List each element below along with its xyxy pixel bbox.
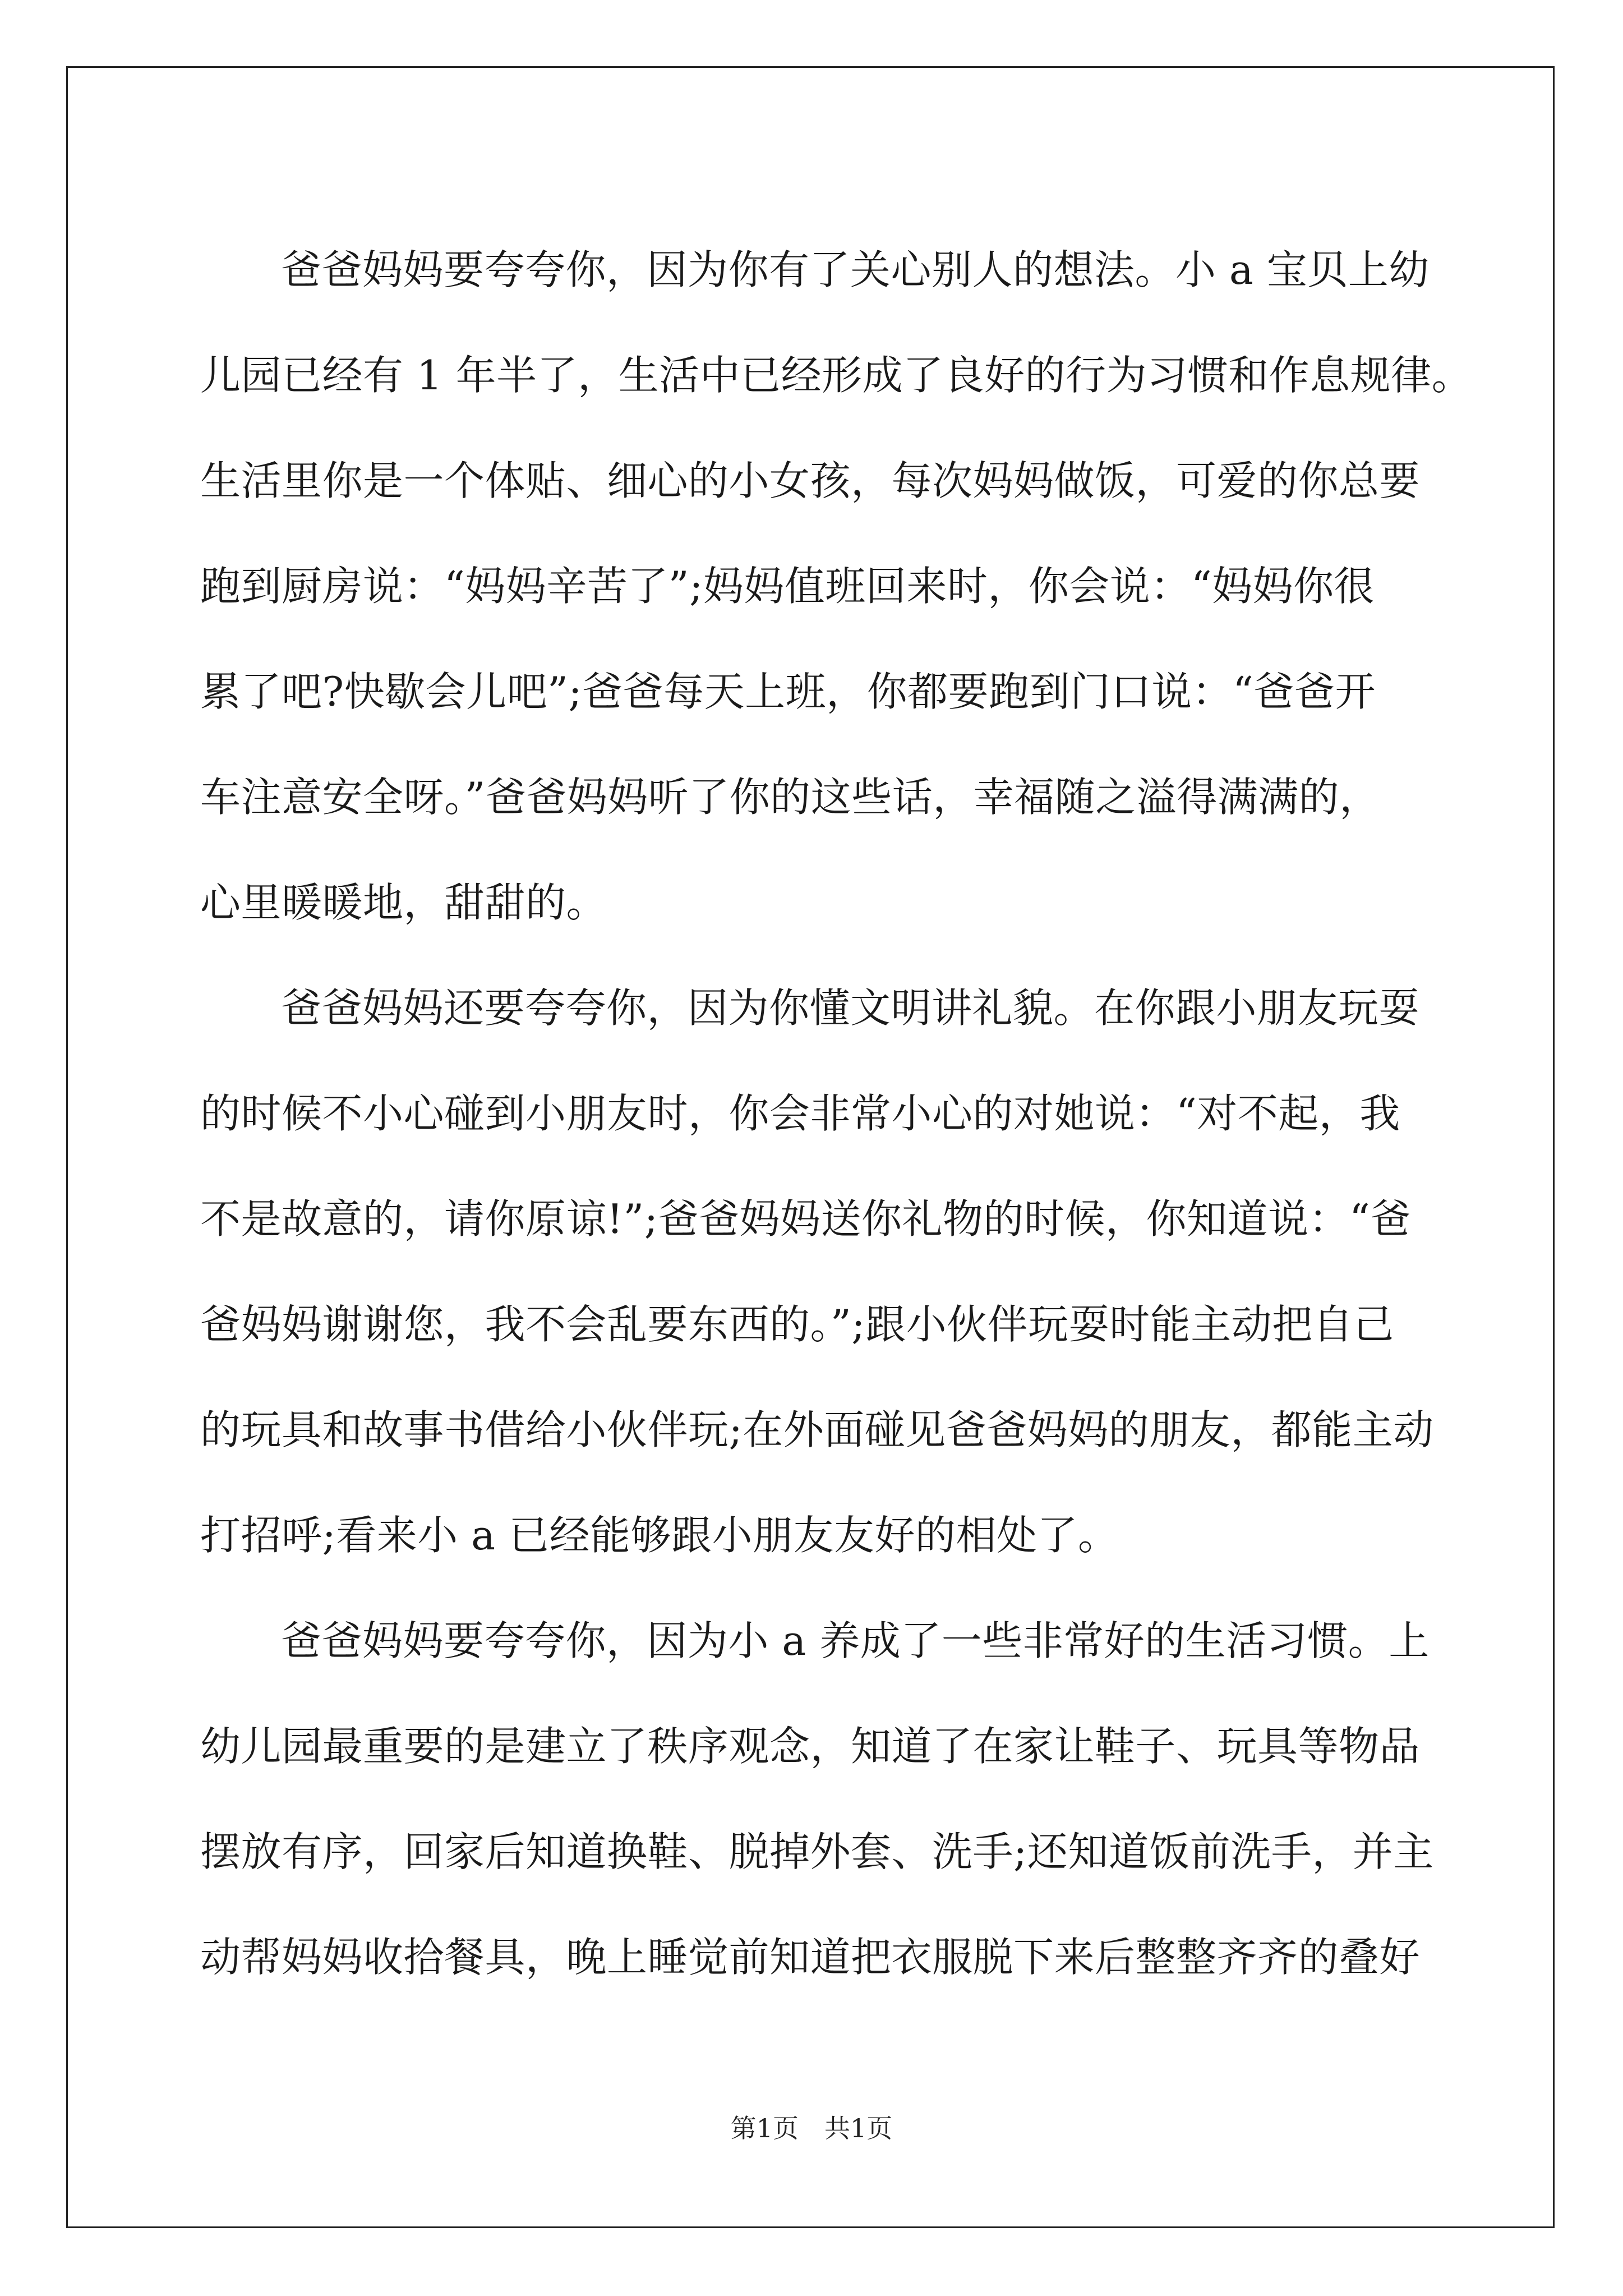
paragraph-line: 跑到厨房说：“妈妈辛苦了”;妈妈值班回来时，你会说：“妈妈你很 <box>200 563 1375 610</box>
paragraph-line: 动帮妈妈收拾餐具，晚上睡觉前知道把衣服脱下来后整整齐齐的叠好 <box>200 1934 1421 1981</box>
paragraph-line: 不是故意的，请你原谅!”;爸爸妈妈送你礼物的时候，你知道说：“爸 <box>200 1195 1411 1243</box>
paragraph-line: 车注意安全呀。”爸爸妈妈听了你的这些话，幸福随之溢得满满的， <box>200 774 1380 821</box>
paragraph-line: 爸爸妈妈要夸夸你，因为小 a 养成了一些非常好的生活习惯。上 <box>281 1617 1430 1664</box>
paragraph-line: 幼儿园最重要的是建立了秩序观念，知道了在家让鞋子、玩具等物品 <box>200 1723 1421 1770</box>
paragraph-line: 儿园已经有 1 年半了，生活中已经形成了良好的行为习惯和作息规律。 <box>200 352 1473 399</box>
paragraph-line: 摆放有序，回家后知道换鞋、脱掉外套、洗手;还知道饭前洗手，并主 <box>200 1828 1434 1875</box>
paragraph-line: 的玩具和故事书借给小伙伴玩;在外面碰见爸爸妈妈的朋友，都能主动 <box>200 1406 1434 1453</box>
paragraph-line: 累了吧?快歇会儿吧”;爸爸每天上班，你都要跑到门口说：“爸爸开 <box>200 668 1376 715</box>
paragraph-line: 爸爸妈妈要夸夸你，因为你有了关心别人的想法。小 a 宝贝上幼 <box>281 246 1430 293</box>
page-number-footer: 第1页 共1页 <box>730 2113 893 2143</box>
paragraph-line: 的时候不小心碰到小朋友时，你会非常小心的对她说：“对不起，我 <box>200 1090 1400 1137</box>
document-body <box>200 214 1473 2007</box>
paragraph-line: 心里暖暖地，甜甜的。 <box>200 879 607 926</box>
paragraph-line: 爸爸妈妈还要夸夸你，因为你懂文明讲礼貌。在你跟小朋友玩耍 <box>281 984 1420 1032</box>
paragraph-line: 爸妈妈谢谢您，我不会乱要东西的。”;跟小伙伴玩耍时能主动把自己 <box>200 1301 1394 1348</box>
paragraph-line: 打招呼;看来小 a 已经能够跟小朋友友好的相处了。 <box>200 1512 1119 1559</box>
paragraph-line: 生活里你是一个体贴、细心的小女孩，每次妈妈做饭，可爱的你总要 <box>200 457 1421 504</box>
